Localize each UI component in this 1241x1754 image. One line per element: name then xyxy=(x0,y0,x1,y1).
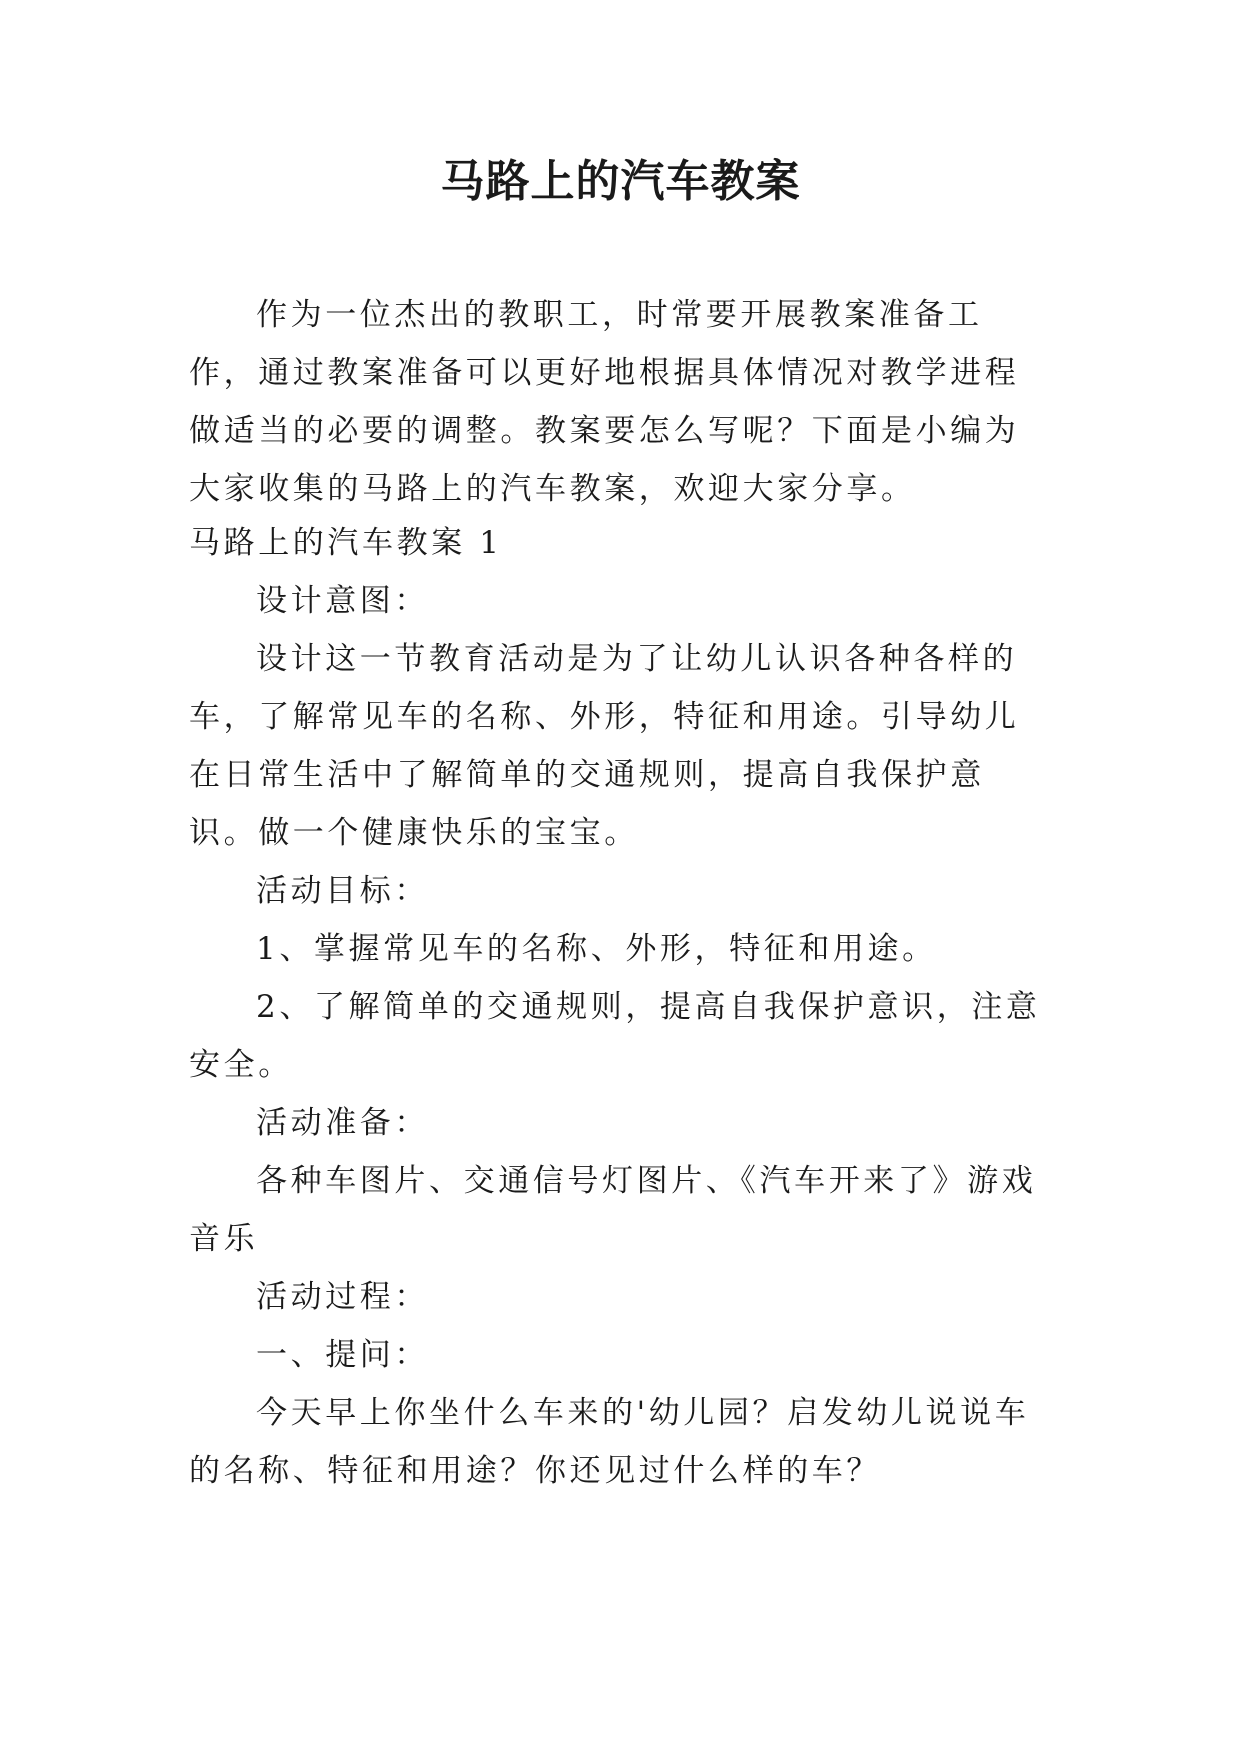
paragraph-goals-heading: 活动目标： xyxy=(256,873,429,909)
paragraph-step-1-heading: 一、提问： xyxy=(256,1337,429,1373)
section-body xyxy=(189,572,1049,1500)
paragraph-goal-2: 2、了解简单的交通规则，提高自我保护意识，注意安全。 xyxy=(189,989,1041,1083)
paragraph-prep-heading: 活动准备： xyxy=(256,1105,429,1141)
section-heading: 马路上的汽车教案 1 xyxy=(189,525,503,561)
paragraph-design-intent: 设计这一节教育活动是为了让幼儿认识各种各样的车，了解常见车的名称、外形，特征和用途。引导幼儿在日常生活中了解简单的交通规则，提高自我保护意识。做一个健康快乐的宝宝。 xyxy=(189,641,1020,851)
paragraph-design-intent-heading: 设计意图： xyxy=(256,583,429,619)
intro-paragraph: 作为一位杰出的教职工，时常要开展教案准备工作，通过教案准备可以更好地根据具体情况对教学进程做适当的必要的调整。教案要怎么写呢？下面是小编为大家收集的马路上的汽车教案，欢迎大家分享。 xyxy=(189,297,1020,507)
paragraph-goal-1: 1、掌握常见车的名称、外形，特征和用途。 xyxy=(256,931,937,967)
paragraph-prep: 各种车图片、交通信号灯图片、《汽车开来了》游戏音乐 xyxy=(189,1163,1037,1257)
document-title: 马路上的汽车教案 xyxy=(440,156,801,207)
paragraph-process-heading: 活动过程： xyxy=(256,1279,429,1315)
paragraph-step-1: 今天早上你坐什么车来的'幼儿园？启发幼儿说说车的名称、特征和用途？你还见过什么样的车？ xyxy=(189,1395,1030,1489)
